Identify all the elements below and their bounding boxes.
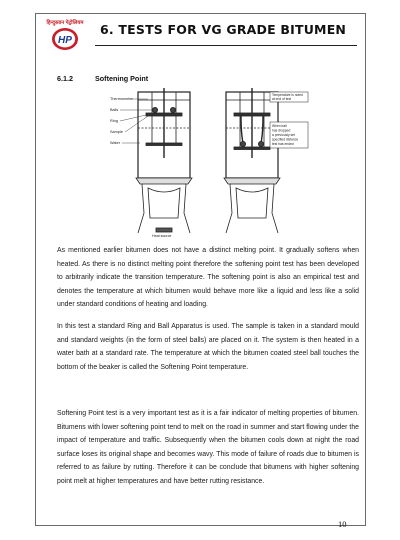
- logo-hp-text: HP: [58, 35, 72, 46]
- label-when-ball-1: When ball: [272, 124, 287, 128]
- ring-and-ball-apparatus-figure: [108, 88, 311, 238]
- label-sample: Sample: [110, 130, 123, 134]
- page-number: 10: [338, 519, 347, 529]
- label-when-ball-4: specified distance: [272, 137, 299, 142]
- page-title: 6. TESTS FOR VG GRADE BITUMEN: [100, 22, 347, 37]
- label-water: Water: [110, 141, 120, 145]
- apparatus-left: [136, 88, 192, 233]
- label-heat-source: Heat source: [152, 234, 172, 238]
- paragraph-importance: Softening Point test is a very important test as it is a fair indicator of melting properties of bitumen. Bitumens with lower softening point tend to melt on the road in summer and start flowing under the impact of temperature and traffic. Subsequently when the bitumen cools down at night the road surface loses its original shape and becomes wavy. This mode of failure of roads due to bitumen is referred to as failure by rutting. Therefore it can be conclude that bitumens with higher softening point melt at higher temperatures and have better rutting resistance.: [57, 410, 359, 485]
- label-temp-line2: at end of test: [272, 97, 292, 102]
- label-when-ball-2: has dropped: [272, 128, 291, 133]
- paragraph-intro: As mentioned earlier bitumen does not have a distinct melting point. It gradually softens when heated. As there is no distinct melting point therefore the softening point test has been developed to arbitrarily indicate the transition temperature. The softening point is also an empirical test and denotes the temperature at which bitumen would behave more like a liquid and less like a solid under standard conditions of heating and loading.: [57, 247, 359, 309]
- label-ring: Ring: [110, 119, 118, 123]
- label-balls: Balls: [110, 108, 119, 112]
- logo-hindi-text: हिन्दुस्तान पेट्रोलियम: [46, 20, 84, 26]
- label-when-ball-3: a previously set: [272, 133, 295, 137]
- header-divider: [95, 45, 357, 46]
- label-temp-line1: Temperature is noted: [272, 93, 303, 97]
- label-when-ball-5: test has ended: [272, 142, 294, 146]
- paragraph-apparatus: In this test a standard Ring and Ball Apparatus is used. The sample is taken in a standard mould and standard weights (in the form of steel balls) are placed on it. The system is then heated in a water bath at a standard rate. The temperature at which the bitumen coated steel ball touches the bottom of the beaker is called the Softening Point temperature.: [57, 323, 359, 371]
- apparatus-right: [224, 88, 280, 233]
- section-title: Softening Point: [95, 74, 149, 83]
- label-thermometer: Thermometer: [110, 97, 133, 101]
- hp-logo-icon: [43, 17, 87, 53]
- section-number: 6.1.2: [57, 74, 73, 83]
